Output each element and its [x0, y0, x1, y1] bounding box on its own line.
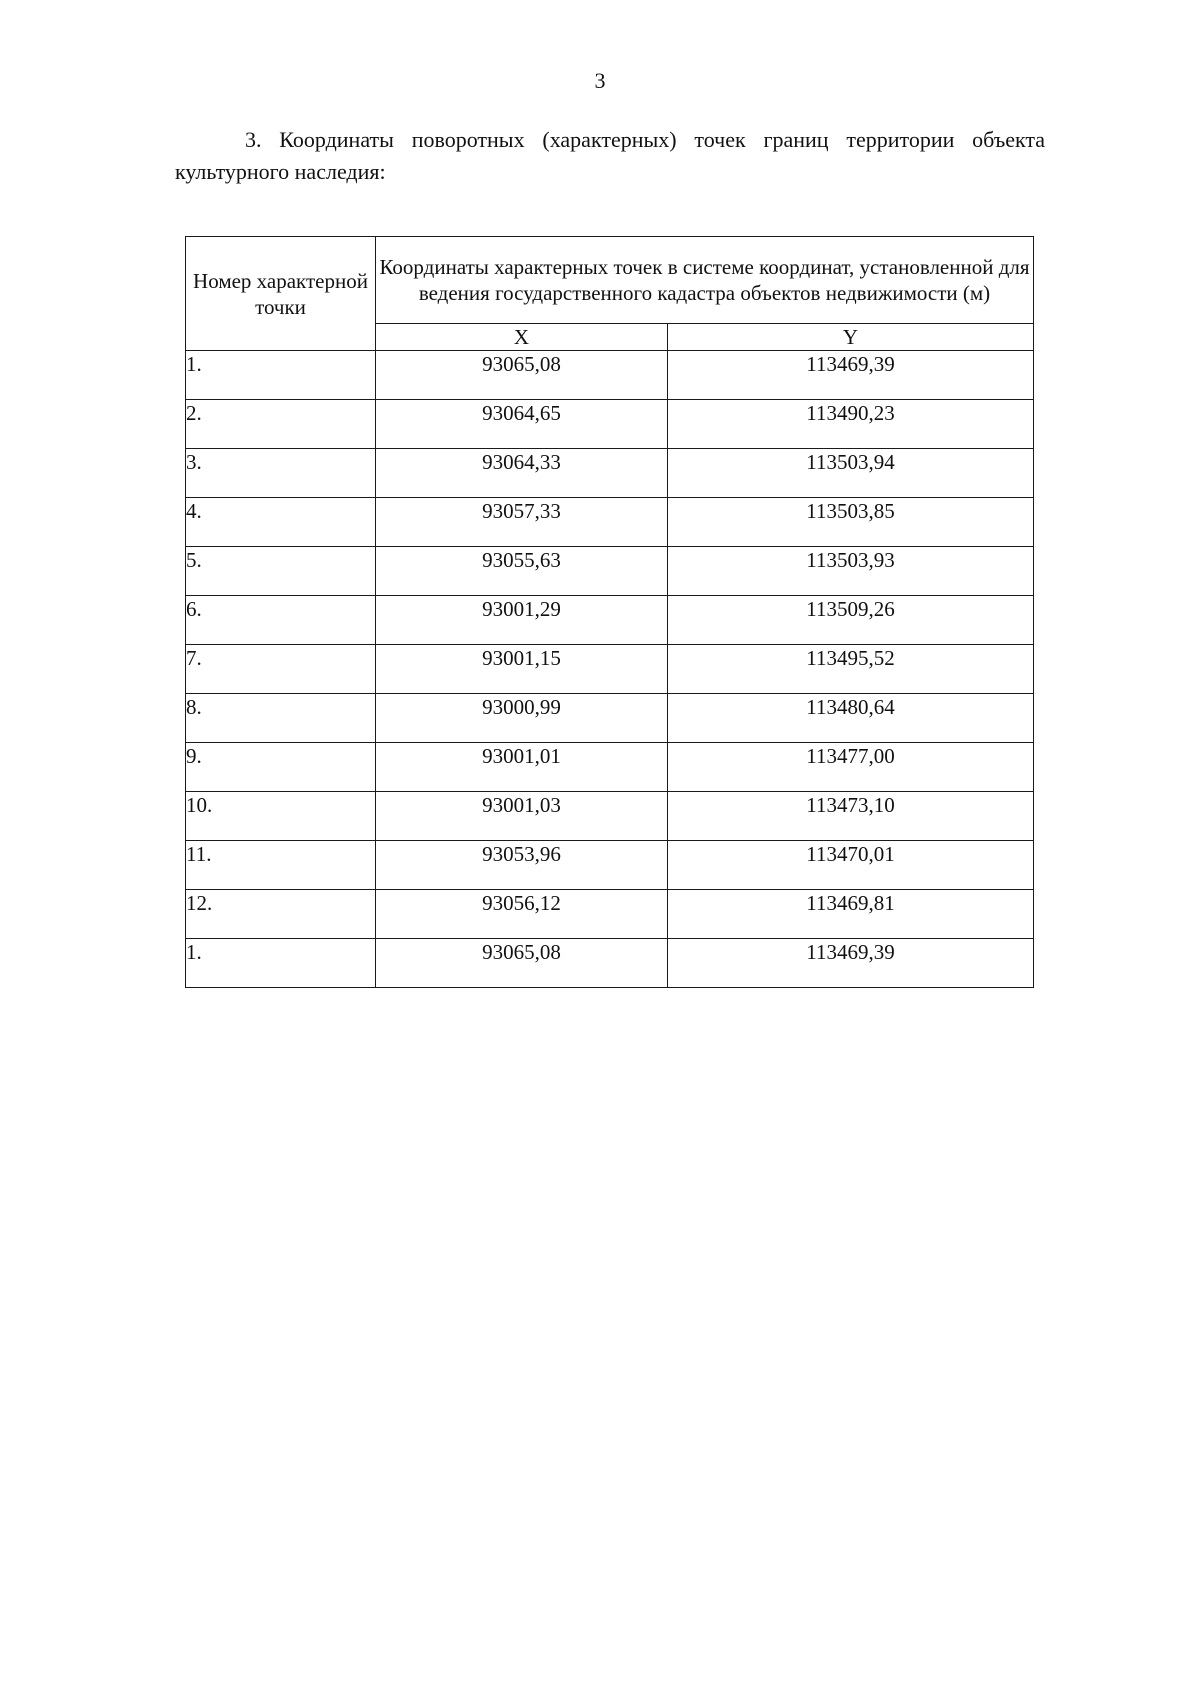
coord-x: 93056,12: [376, 890, 668, 939]
table-row: [186, 498, 1034, 547]
table-body: [186, 351, 1034, 988]
point-number: 9.: [186, 743, 376, 792]
point-number: 2.: [186, 400, 376, 449]
coord-x: 93064,33: [376, 449, 668, 498]
table-row: [186, 792, 1034, 841]
coord-x: 93055,63: [376, 547, 668, 596]
page-number: 3: [594, 68, 606, 93]
table-row: [186, 694, 1034, 743]
table-row: [186, 351, 1034, 400]
coord-y: 113490,23: [668, 400, 1034, 449]
point-number: 5.: [186, 547, 376, 596]
table-row: [186, 890, 1034, 939]
point-number: 4.: [186, 498, 376, 547]
header-coordinate-system: Координаты характерных точек в системе координат, установленной для ведения государственного кадастра объектов недвижимости (м): [376, 237, 1034, 324]
coord-x: 93000,99: [376, 694, 668, 743]
point-number: 8.: [186, 694, 376, 743]
table-row: [186, 596, 1034, 645]
coord-x: 93001,01: [376, 743, 668, 792]
point-number: 7.: [186, 645, 376, 694]
coord-x: 93064,65: [376, 400, 668, 449]
table-row: [186, 939, 1034, 988]
coord-y: 113469,81: [668, 890, 1034, 939]
table-row: [186, 645, 1034, 694]
coord-x: 93001,15: [376, 645, 668, 694]
coord-x: 93065,08: [376, 351, 668, 400]
point-number: 6.: [186, 596, 376, 645]
table-row: [186, 743, 1034, 792]
coordinates-table: [185, 236, 1034, 988]
coord-y: 113480,64: [668, 694, 1034, 743]
point-number: 3.: [186, 449, 376, 498]
coord-y: 113469,39: [668, 939, 1034, 988]
table-row: [186, 400, 1034, 449]
point-number: 1.: [186, 351, 376, 400]
point-number: 10.: [186, 792, 376, 841]
coord-x: 93065,08: [376, 939, 668, 988]
header-y: Y: [668, 324, 1034, 351]
point-number: 12.: [186, 890, 376, 939]
coord-y: 113495,52: [668, 645, 1034, 694]
point-number: 1.: [186, 939, 376, 988]
coord-y: 113503,93: [668, 547, 1034, 596]
header-x: X: [376, 324, 668, 351]
coord-y: 113477,00: [668, 743, 1034, 792]
coord-x: 93057,33: [376, 498, 668, 547]
section-intro: 3. Координаты поворотных (характерных) точек границ территории объекта культурного наследия:: [175, 127, 1045, 184]
coord-y: 113503,85: [668, 498, 1034, 547]
coord-y: 113503,94: [668, 449, 1034, 498]
coord-x: 93053,96: [376, 841, 668, 890]
table-row: [186, 547, 1034, 596]
coord-x: 93001,03: [376, 792, 668, 841]
table-header-row: [186, 237, 1034, 324]
header-point-number: Номер характерной точки: [186, 237, 376, 351]
coord-y: 113473,10: [668, 792, 1034, 841]
point-number: 11.: [186, 841, 376, 890]
table-row: [186, 841, 1034, 890]
table-row: [186, 449, 1034, 498]
coord-x: 93001,29: [376, 596, 668, 645]
coord-y: 113470,01: [668, 841, 1034, 890]
coord-y: 113469,39: [668, 351, 1034, 400]
coord-y: 113509,26: [668, 596, 1034, 645]
